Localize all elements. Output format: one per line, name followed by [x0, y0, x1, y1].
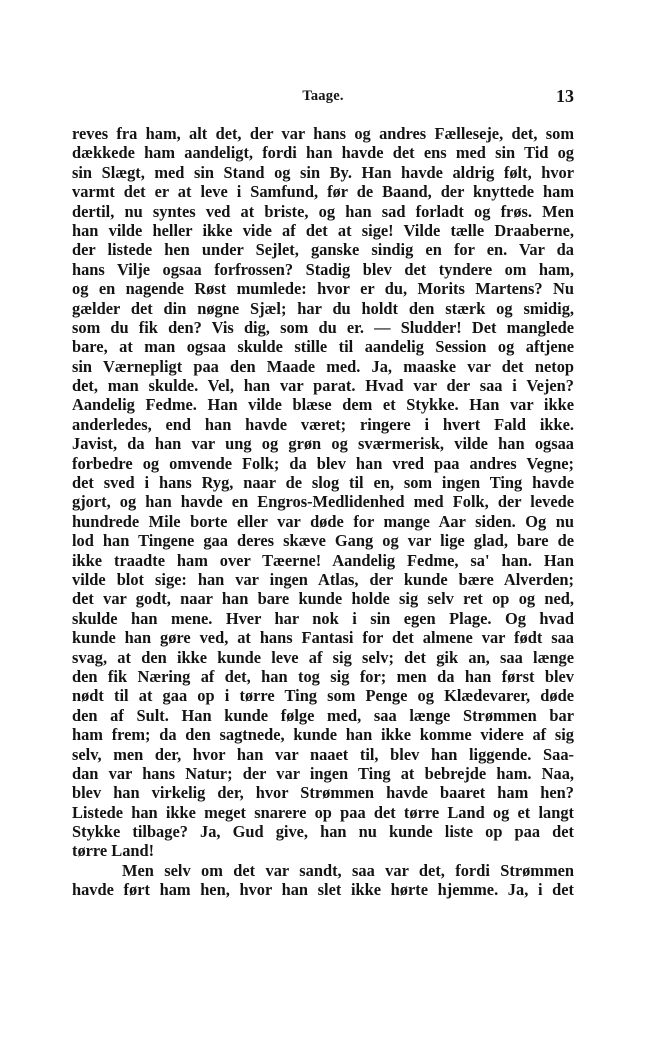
text-line: Javist, da han var ung og grøn og sværmerisk, vilde han ogsaa [72, 434, 574, 454]
text-line: hundrede Mile borte eller var døde for mange Aar siden. Og nu [72, 511, 574, 531]
text-line: sin Slægt, med sin Stand og sin By. Han havde aldrig følt, hvor [72, 162, 574, 182]
text-line: ham frem; da den sagtnede, kunde han ikke komme videre af sig [72, 725, 574, 745]
text-line: selv, men der, hvor han var naaet til, blev han liggende. Saa- [72, 744, 574, 764]
paragraph-start-line: Men selv om det var sandt, saa var det, fordi Strømmen [122, 860, 574, 880]
text-line: sin Værnepligt paa den Maade med. Ja, maaske var det netop [72, 356, 574, 376]
text-line: Stykke tilbage? Ja, Gud give, han nu kunde liste op paa det [72, 822, 574, 842]
text-line: den fik Næring af det, han tog sig for; men da han først blev [72, 666, 574, 686]
text-line: varmt det er at leve i Samfund, før de Baand, der knyttede ham [72, 182, 574, 202]
text-line: hans Vilje ogsaa forfrossen? Stadig blev det tyndere om ham, [72, 259, 574, 279]
text-line: blev han virkelig der, hvor Strømmen havde baaret ham hen? [72, 783, 574, 803]
text-line: den af Sult. Han kunde følge med, saa længe Strømmen bar [72, 705, 574, 725]
text-line: havde ført ham hen, hvor han slet ikke hørte hjemme. Ja, i det [72, 880, 574, 900]
text-line: og en nagende Røst mumlede: hvor er du, Morits Martens? Nu [72, 279, 574, 299]
text-line: det sved i hans Ryg, naar de slog til en, som ingen Ting havde [72, 473, 574, 493]
text-line: som du fik den? Vis dig, som du er. — Sludder! Det manglede [72, 317, 574, 337]
text-line: han vilde heller ikke vide af det at sige! Vilde tælle Draaberne, [72, 220, 574, 240]
text-line: dan var hans Natur; der var ingen Ting at bebrejde ham. Naa, [72, 763, 574, 783]
paragraph-end-line: tørre Land! [72, 841, 155, 861]
text-line: dækkede ham aandeligt, fordi han havde det ens med sin Tid og [72, 143, 574, 163]
text-line: forbedre og omvende Folk; da blev han vred paa andres Vegne; [72, 453, 574, 473]
text-line: svag, at den ikke kunde leve af sig selv; det gik an, saa længe [72, 647, 574, 667]
text-line: skulde han mene. Hver har nok i sin egen Plage. Og hvad [72, 608, 574, 628]
text-line: det, man skulde. Vel, han var parat. Hvad var der saa i Vejen? [72, 376, 574, 396]
text-line: Aandelig Fedme. Han vilde blæse dem et Stykke. Han var ikke [72, 395, 574, 415]
running-head [72, 88, 574, 112]
text-line: der listede hen under Sejlet, ganske sindig en for en. Var da [72, 240, 574, 260]
text-line: gælder det din nøgne Sjæl; har du holdt den stærk og smidig, [72, 298, 574, 318]
text-line: nødt til at gaa op i tørre Ting som Penge og Klædevarer, døde [72, 686, 574, 706]
text-line: anderledes, end han havde været; ringere i hvert Fald ikke. [72, 414, 574, 434]
text-line: Listede han ikke meget snarere op paa det tørre Land og et langt [72, 802, 574, 822]
page-number: 13 [556, 86, 574, 106]
text-line: ikke traadte ham over Tæerne! Aandelig Fedme, sa' han. Han [72, 550, 574, 570]
text-line: vilde blot sige: han var ingen Atlas, der kunde bære Alverden; [72, 569, 574, 589]
text-line: det var godt, naar han bare kunde holde sig selv ret op og ned, [72, 589, 574, 609]
text-line: gjort, og han havde en Engros-Medlidenhed med Folk, der levede [72, 492, 574, 512]
running-title: Taage. [302, 88, 344, 104]
body-text [72, 124, 574, 900]
text-line: bare, at man ogsaa skulde stille til aandelig Session og aftjene [72, 337, 574, 357]
text-line: kunde han gøre ved, at hans Fantasi for det almene var født saa [72, 628, 574, 648]
text-line: reves fra ham, alt det, der var hans og andres Fælleseje, det, som [72, 124, 574, 143]
text-line: lod han Tingene gaa deres skæve Gang og var lige glad, bare de [72, 531, 574, 551]
text-line: dertil, nu syntes ved at briste, og han sad forladt og frøs. Men [72, 201, 574, 221]
